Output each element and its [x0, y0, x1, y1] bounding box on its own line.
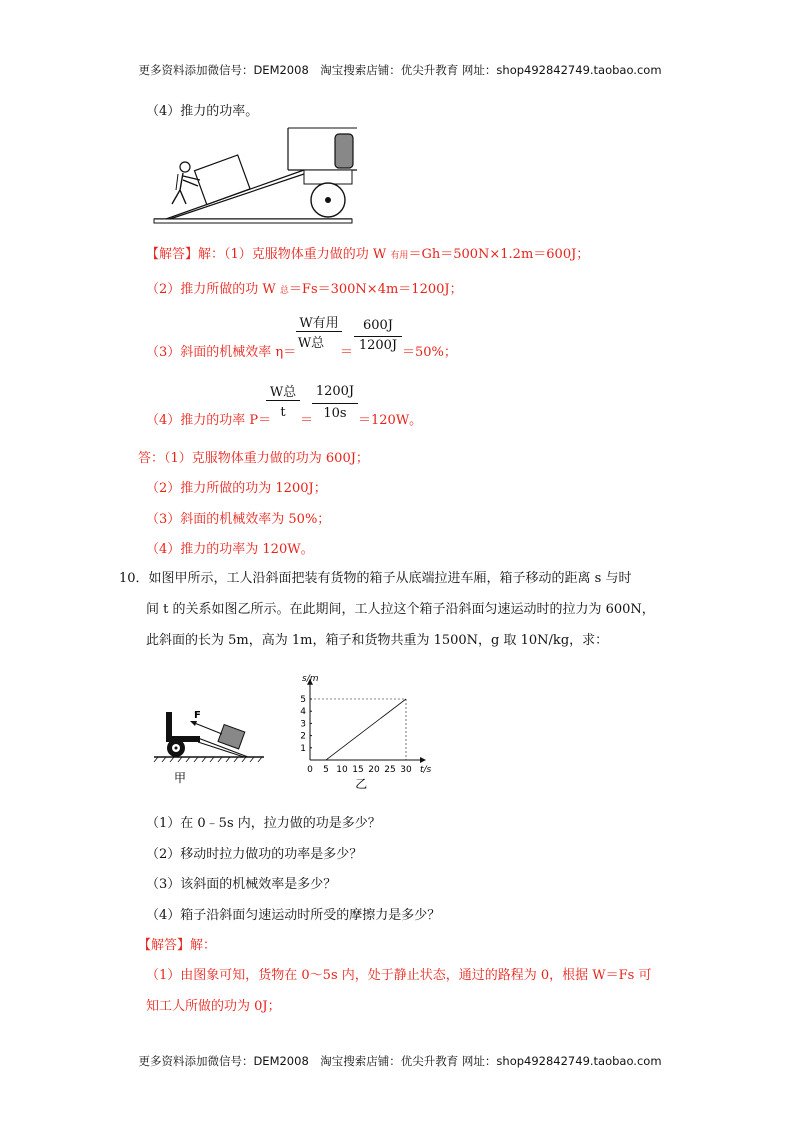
summary-line: 答：（1）克服物体重力做的功为 600J；: [138, 451, 369, 466]
answer-tag: 【解答】: [138, 938, 191, 953]
force-label: F: [194, 710, 201, 721]
fraction-numerator: W总: [269, 385, 297, 400]
series-line: [310, 699, 406, 760]
answer-tag: 【解答】: [146, 247, 199, 262]
x-tick-label: 5: [323, 765, 329, 775]
answer-line-4-prefix: （4）推力的功率 P＝: [146, 413, 272, 428]
sub-question: （4）箱子沿斜面匀速运动时所受的摩擦力是多少？: [146, 908, 441, 923]
page-footer: 更多资料添加微信号：DEM2008 淘宝搜索店铺：优尖升教育 网址：shop492842749.taobao.com: [138, 1054, 662, 1068]
answer-line-2: [146, 278, 463, 297]
x-tick-label: 0: [307, 765, 313, 775]
answer-body-line: 知工人所做的功为 0J；: [146, 999, 281, 1014]
summary-line: （4）推力的功率为 120W。: [146, 542, 314, 557]
fraction-denominator: t: [280, 405, 286, 420]
sub-question: （2）移动时拉力做功的功率是多少？: [146, 847, 363, 862]
question-10-line: 间 t 的关系如图乙所示。在此期间，工人拉这个箱子沿斜面匀速运动时的拉力为 600N，: [146, 602, 655, 617]
x-tick-label: 20: [368, 765, 380, 775]
x-tick-label: 15: [352, 765, 364, 775]
answer-body-line: （1）由图象可知，货物在 0～5s 内，处于静止状态，通过的路程为 0，根据 W＝Fs 可: [146, 968, 652, 983]
subscript: 有用: [390, 251, 409, 261]
y-tick-label: 3: [300, 719, 306, 730]
x-axis-label: t/s: [420, 765, 432, 775]
figure-jia: [148, 700, 268, 790]
answer-lead: 解：: [190, 938, 217, 953]
fraction-total-over-time: [266, 381, 300, 425]
fraction-numerator: 600J: [362, 318, 394, 333]
answer-line-3-prefix: （3）斜面的机械效率 η＝: [146, 345, 297, 360]
figure-yi-chart: [288, 660, 432, 792]
x-tick-label: 10: [336, 765, 348, 775]
equals-sign: ＝: [340, 345, 354, 360]
y-axis-label: s/m: [302, 673, 319, 684]
answer-line-1: [146, 243, 589, 262]
sub-question: （1）在 0﹣5s 内，拉力做的功是多少？: [146, 816, 381, 831]
y-tick-label: 5: [300, 695, 306, 705]
figure-caption: 乙: [355, 777, 368, 791]
answer-line-3-suffix: ＝50%；: [402, 345, 457, 360]
y-tick-label: 4: [300, 707, 306, 718]
summary-line: （2）推力所做的功为 1200J；: [146, 481, 327, 496]
ramp-truck-figure: [152, 124, 358, 228]
fraction-useful-over-total: [296, 312, 342, 362]
answer-text: （2）推力所做的功 W: [146, 282, 280, 297]
fraction-600-over-1200: [354, 318, 402, 358]
fraction-denominator: 10s: [323, 406, 347, 421]
x-axis-arrow: [420, 757, 426, 763]
page-header: 更多资料添加微信号：DEM2008 淘宝搜索店铺：优尖升教育 网址：shop492842749.taobao.com: [138, 63, 662, 77]
fraction-denominator: 1200J: [358, 338, 398, 353]
subscript: 总: [279, 286, 289, 296]
question-10-line: 此斜面的长为 5m，高为 1m，箱子和货物共重为 1500N，g 取 10N/kg，求：: [146, 633, 609, 648]
equals-sign: ＝: [300, 413, 314, 428]
answer-header: [138, 934, 216, 953]
answer-text: 解：（1）克服物体重力做的功 W: [198, 247, 391, 262]
fraction-numerator: W有用: [299, 316, 339, 331]
answer-line-4-suffix: ＝120W。: [358, 413, 423, 428]
fraction-1200-over-10: [312, 384, 358, 428]
x-tick-label: 30: [400, 765, 412, 775]
y-tick-label: 2: [300, 731, 306, 742]
x-tick-label: 25: [384, 765, 396, 775]
question-4-title: （4）推力的功率。: [146, 104, 259, 119]
answer-text: ＝Gh＝500N×1.2m＝600J；: [408, 247, 590, 262]
fraction-numerator: 1200J: [315, 384, 355, 399]
figure-caption: 甲: [174, 771, 187, 785]
y-tick-label: 1: [300, 743, 306, 754]
sub-question: （3）该斜面的机械效率是多少？: [146, 877, 337, 892]
fraction-denominator: W总: [297, 336, 325, 351]
summary-line: （3）斜面的机械效率为 50%；: [146, 512, 331, 527]
answer-text: ＝Fs＝300N×4m＝1200J；: [288, 282, 463, 297]
question-10-line: 10．如图甲所示，工人沿斜面把装有货物的箱子从底端拉进车厢，箱子移动的距离 s 与时: [119, 571, 632, 586]
